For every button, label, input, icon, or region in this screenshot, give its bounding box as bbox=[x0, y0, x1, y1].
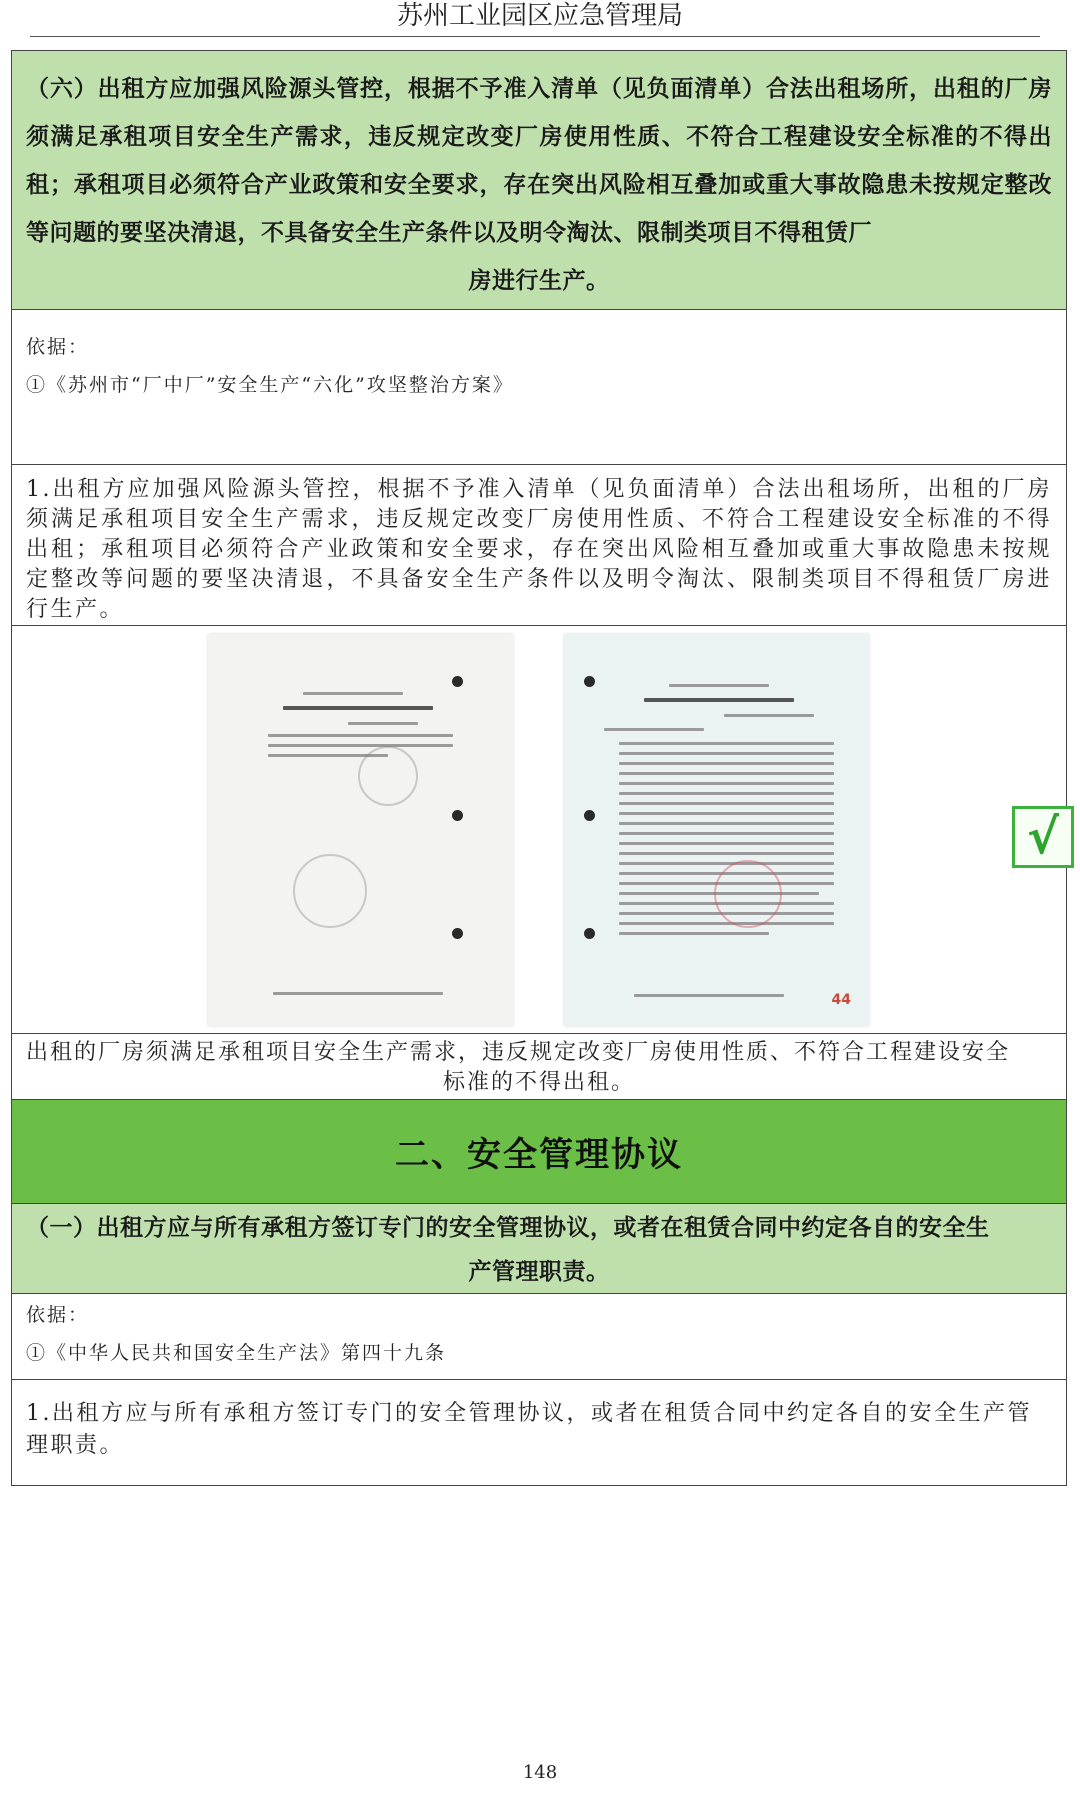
content-table bbox=[11, 50, 1067, 1486]
section2-heading: 二、安全管理协议 bbox=[395, 1135, 683, 1175]
section2-basis-item: ①《中华人民共和国安全生产法》第四十九条 bbox=[26, 1342, 447, 1364]
red-stamp bbox=[714, 860, 782, 928]
punch-hole bbox=[584, 928, 595, 939]
header-divider bbox=[30, 36, 1040, 37]
section2-basis-label: 依据： bbox=[26, 1304, 90, 1326]
handwritten-mark: 44 bbox=[831, 992, 851, 1008]
header-title: 苏州工业园区应急管理局 bbox=[396, 1, 683, 31]
section2-requirement-text: 1.出租方应与所有承租方签订专门的安全管理协议，或者在租赁合同中约定各自的安全生产管理职责。 bbox=[26, 1401, 1032, 1458]
item6-basis-item: ①《苏州市“厂中厂”安全生产“六化”攻坚整治方案》 bbox=[26, 374, 514, 396]
punch-hole bbox=[452, 810, 463, 821]
punch-hole bbox=[452, 928, 463, 939]
item6-caption-row bbox=[12, 1034, 1066, 1100]
check-icon: √ bbox=[1026, 809, 1059, 865]
item6-evidence-row bbox=[12, 626, 1066, 1034]
section2-requirement-row bbox=[12, 1380, 1066, 1485]
item6-title-last-line: 房进行生产。 bbox=[468, 268, 610, 294]
item6-basis-label: 依据： bbox=[26, 336, 90, 358]
punch-hole bbox=[584, 810, 595, 821]
punch-hole bbox=[584, 676, 595, 687]
page-header bbox=[0, 0, 1080, 38]
item6-basis-row bbox=[12, 310, 1066, 465]
item6-title-row bbox=[12, 51, 1066, 310]
evidence-document-right bbox=[564, 634, 869, 1026]
punch-hole bbox=[452, 676, 463, 687]
item6-requirement-row bbox=[12, 465, 1066, 626]
section2-item1-title: （一）出租方应与所有承租方签订专门的安全管理协议，或者在租赁合同中约定各自的安全生 bbox=[26, 1215, 990, 1241]
approved-checkmark bbox=[1012, 806, 1074, 868]
section2-heading-row bbox=[12, 1100, 1066, 1204]
item6-caption-text: 出租的厂房须满足承租项目安全生产需求，违反规定改变厂房使用性质、不符合工程建设安全 bbox=[26, 1040, 1011, 1065]
stamp bbox=[293, 854, 367, 928]
evidence-document-left bbox=[208, 634, 513, 1026]
section2-item1-title-row bbox=[12, 1204, 1066, 1294]
item6-caption-last-line: 标准的不得出租。 bbox=[442, 1070, 635, 1095]
page-number: 148 bbox=[522, 1762, 558, 1783]
stamp bbox=[358, 746, 418, 806]
section2-basis-row bbox=[12, 1294, 1066, 1380]
section2-item1-title-last-line: 产管理职责。 bbox=[468, 1259, 610, 1285]
item6-requirement-text: 1.出租方应加强风险源头管控，根据不予准入清单（见负面清单）合法出租场所，出租的厂房须满足承租项目安全生产需求，违反规定改变厂房使用性质、不符合工程建设安全标准的不得出租；承租项目必须符合产业政策和安全要求，存在突出风险相互叠加或重大事故隐患未按规定整改等问题的要坚决清退，不具备安全生产条件以及明令淘汰、限制类项目不得租赁厂房进行生产。 bbox=[26, 477, 1052, 622]
item6-title-text: （六）出租方应加强风险源头管控，根据不予准入清单（见负面清单）合法出租场所，出租的厂房须满足承租项目安全生产需求，违反规定改变厂房使用性质、不符合工程建设安全标准的不得出租；承租项目必须符合产业政策和安全要求，存在突出风险相互叠加或重大事故隐患未按规定整改等问题的要坚决清退，不具备安全生产条件以及明令淘汰、限制类项目不得租赁厂 bbox=[26, 76, 1052, 246]
